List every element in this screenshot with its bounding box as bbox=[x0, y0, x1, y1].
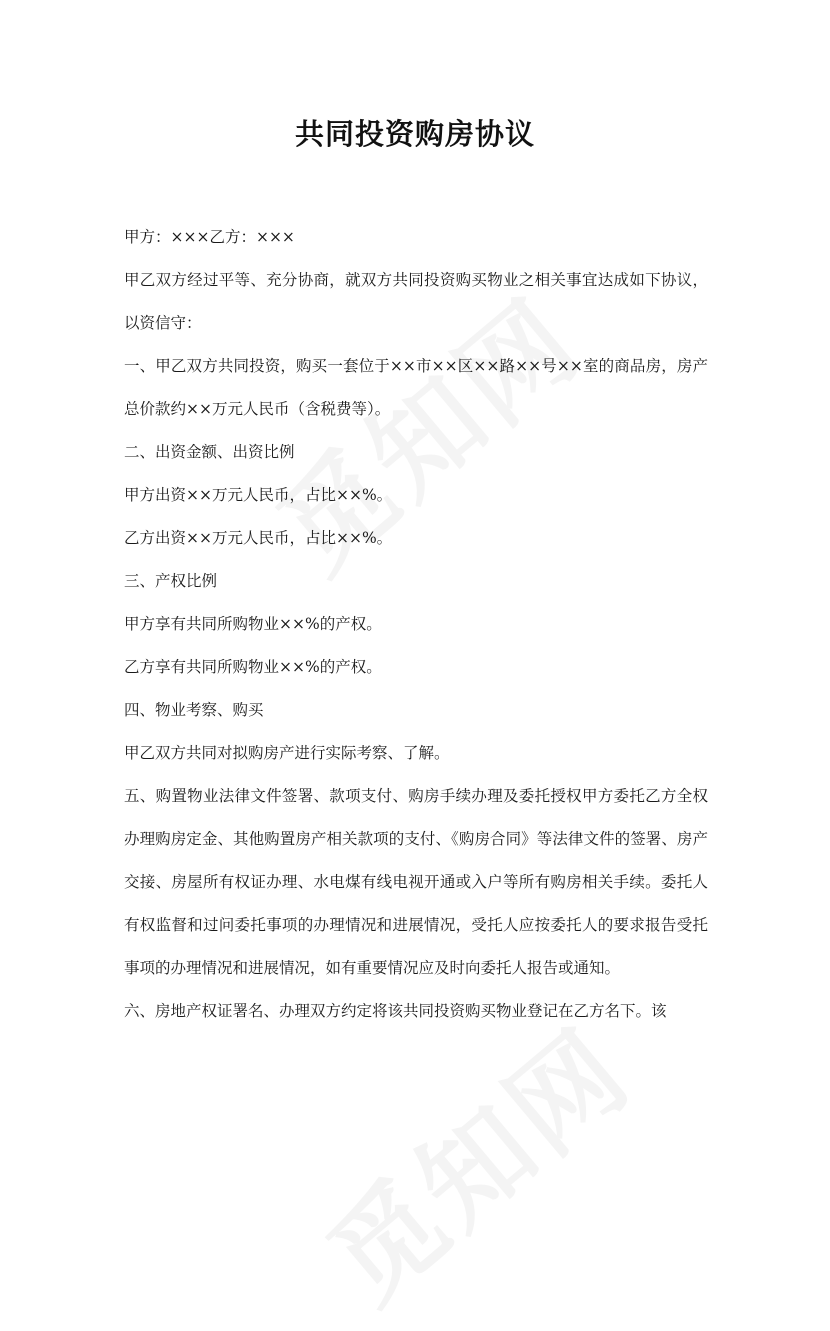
clause-2-party-a: 甲方出资××万元人民币，占比××%。 bbox=[124, 486, 393, 504]
watermark bbox=[290, 987, 658, 1331]
clause-3-party-a: 甲方享有共同所购物业××%的产权。 bbox=[124, 615, 382, 633]
clause-1: 一、甲乙双方共同投资，购买一套位于××市××区××路××号××室的商品房，房产总价款约××万元人民币（含税费等）。 bbox=[124, 357, 708, 418]
clause-4: 甲乙双方共同对拟购房产进行实际考察、了解。 bbox=[124, 744, 450, 762]
section-heading-4: 四、物业考察、购买 bbox=[124, 701, 264, 719]
section-heading-3: 三、产权比例 bbox=[124, 572, 218, 590]
clause-2-party-b: 乙方出资××万元人民币，占比××%。 bbox=[124, 529, 393, 547]
clause-5: 五、购置物业法律文件签署、款项支付、购房手续办理及委托授权甲方委托乙方全权办理购房定金、其他购置房产相关款项的支付、《购房合同》等法律文件的签署、房产交接、房屋所有权证办理、水电煤有线电视开通或入户等所有购房相关手续。委托人有权监督和过问委托事项的办理情况和进展情况，受托人应按委托人的要求报告受托事项的办理情况和进展情况，如有重要情况应及时向委托人报告或通知。 bbox=[124, 787, 708, 977]
preamble-paragraph: 甲乙双方经过平等、充分协商，就双方共同投资购买物业之相关事宜达成如下协议，以资信守： bbox=[124, 271, 708, 332]
parties-line: 甲方：×××乙方：××× bbox=[124, 228, 295, 246]
document-body bbox=[124, 216, 708, 1033]
document-title: 共同投资购房协议 bbox=[294, 117, 535, 151]
clause-6: 六、房地产权证署名、办理双方约定将该共同投资购买物业登记在乙方名下。该 bbox=[124, 1002, 667, 1020]
section-heading-2: 二、出资金额、出资比例 bbox=[124, 443, 295, 461]
clause-3-party-b: 乙方享有共同所购物业××%的产权。 bbox=[124, 658, 382, 676]
